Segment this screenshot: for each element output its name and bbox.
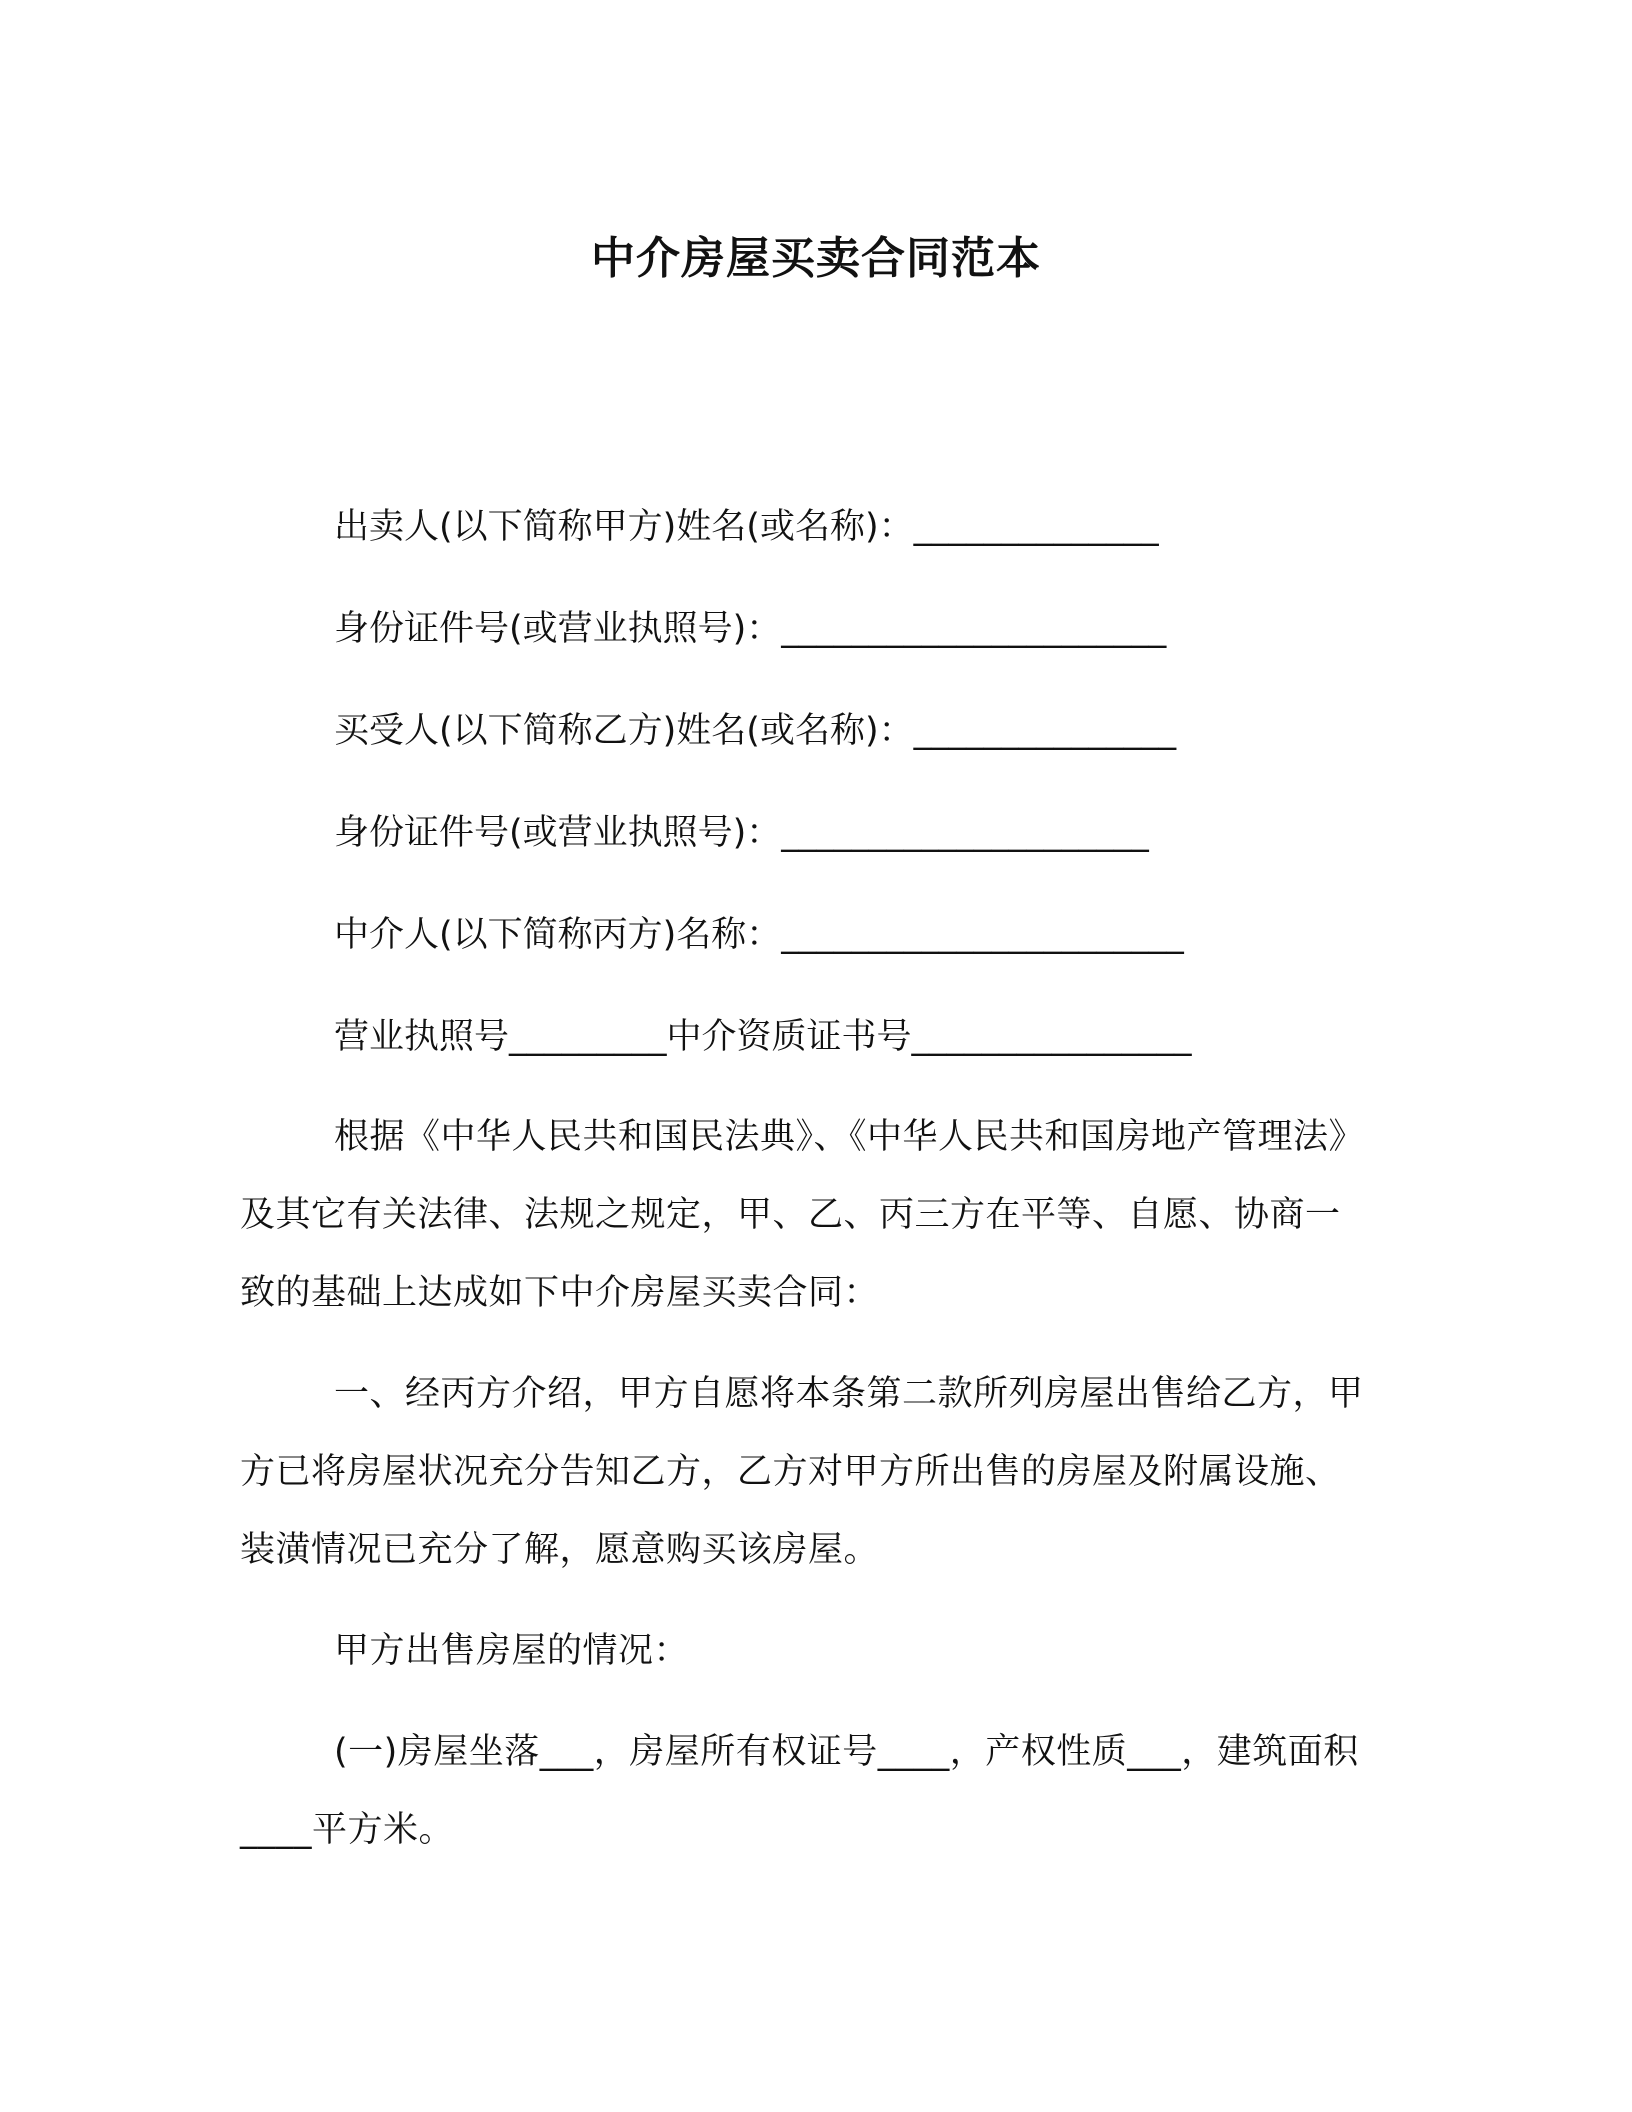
agent-license-line: 营业执照号_________中介资质证书号________________ bbox=[334, 1017, 1192, 1057]
agent-name-line: 中介人(以下简称丙方)名称：_______________________ bbox=[334, 915, 1184, 955]
buyer-id-line: 身份证件号(或营业执照号)：_____________________ bbox=[334, 813, 1149, 853]
property-location-paragraph: (一)房屋坐落___，房屋所有权证号____，产权性质___，建筑面积____平方米。 bbox=[240, 1732, 1359, 1850]
buyer-name-line: 买受人(以下简称乙方)姓名(或名称)：_______________ bbox=[334, 711, 1177, 751]
legal-basis-paragraph: 根据《中华人民共和国民法典》、《中华人民共和国房地产管理法》及其它有关法律、法规之规定，甲、乙、丙三方在平等、自愿、协商一致的基础上达成如下中介房屋买卖合同： bbox=[240, 1117, 1365, 1313]
property-situation-heading: 甲方出售房屋的情况： bbox=[334, 1631, 690, 1671]
document-title: 中介房屋买卖合同范本 bbox=[591, 233, 1041, 284]
clause-one-paragraph: 一、经丙方介绍，甲方自愿将本条第二款所列房屋出售给乙方，甲方已将房屋状况充分告知乙方，乙方对甲方所出售的房屋及附属设施、装潢情况已充分了解，愿意购买该房屋。 bbox=[240, 1374, 1364, 1570]
seller-name-line: 出卖人(以下简称甲方)姓名(或名称)：______________ bbox=[334, 507, 1159, 547]
seller-id-line: 身份证件号(或营业执照号)：______________________ bbox=[334, 609, 1167, 649]
